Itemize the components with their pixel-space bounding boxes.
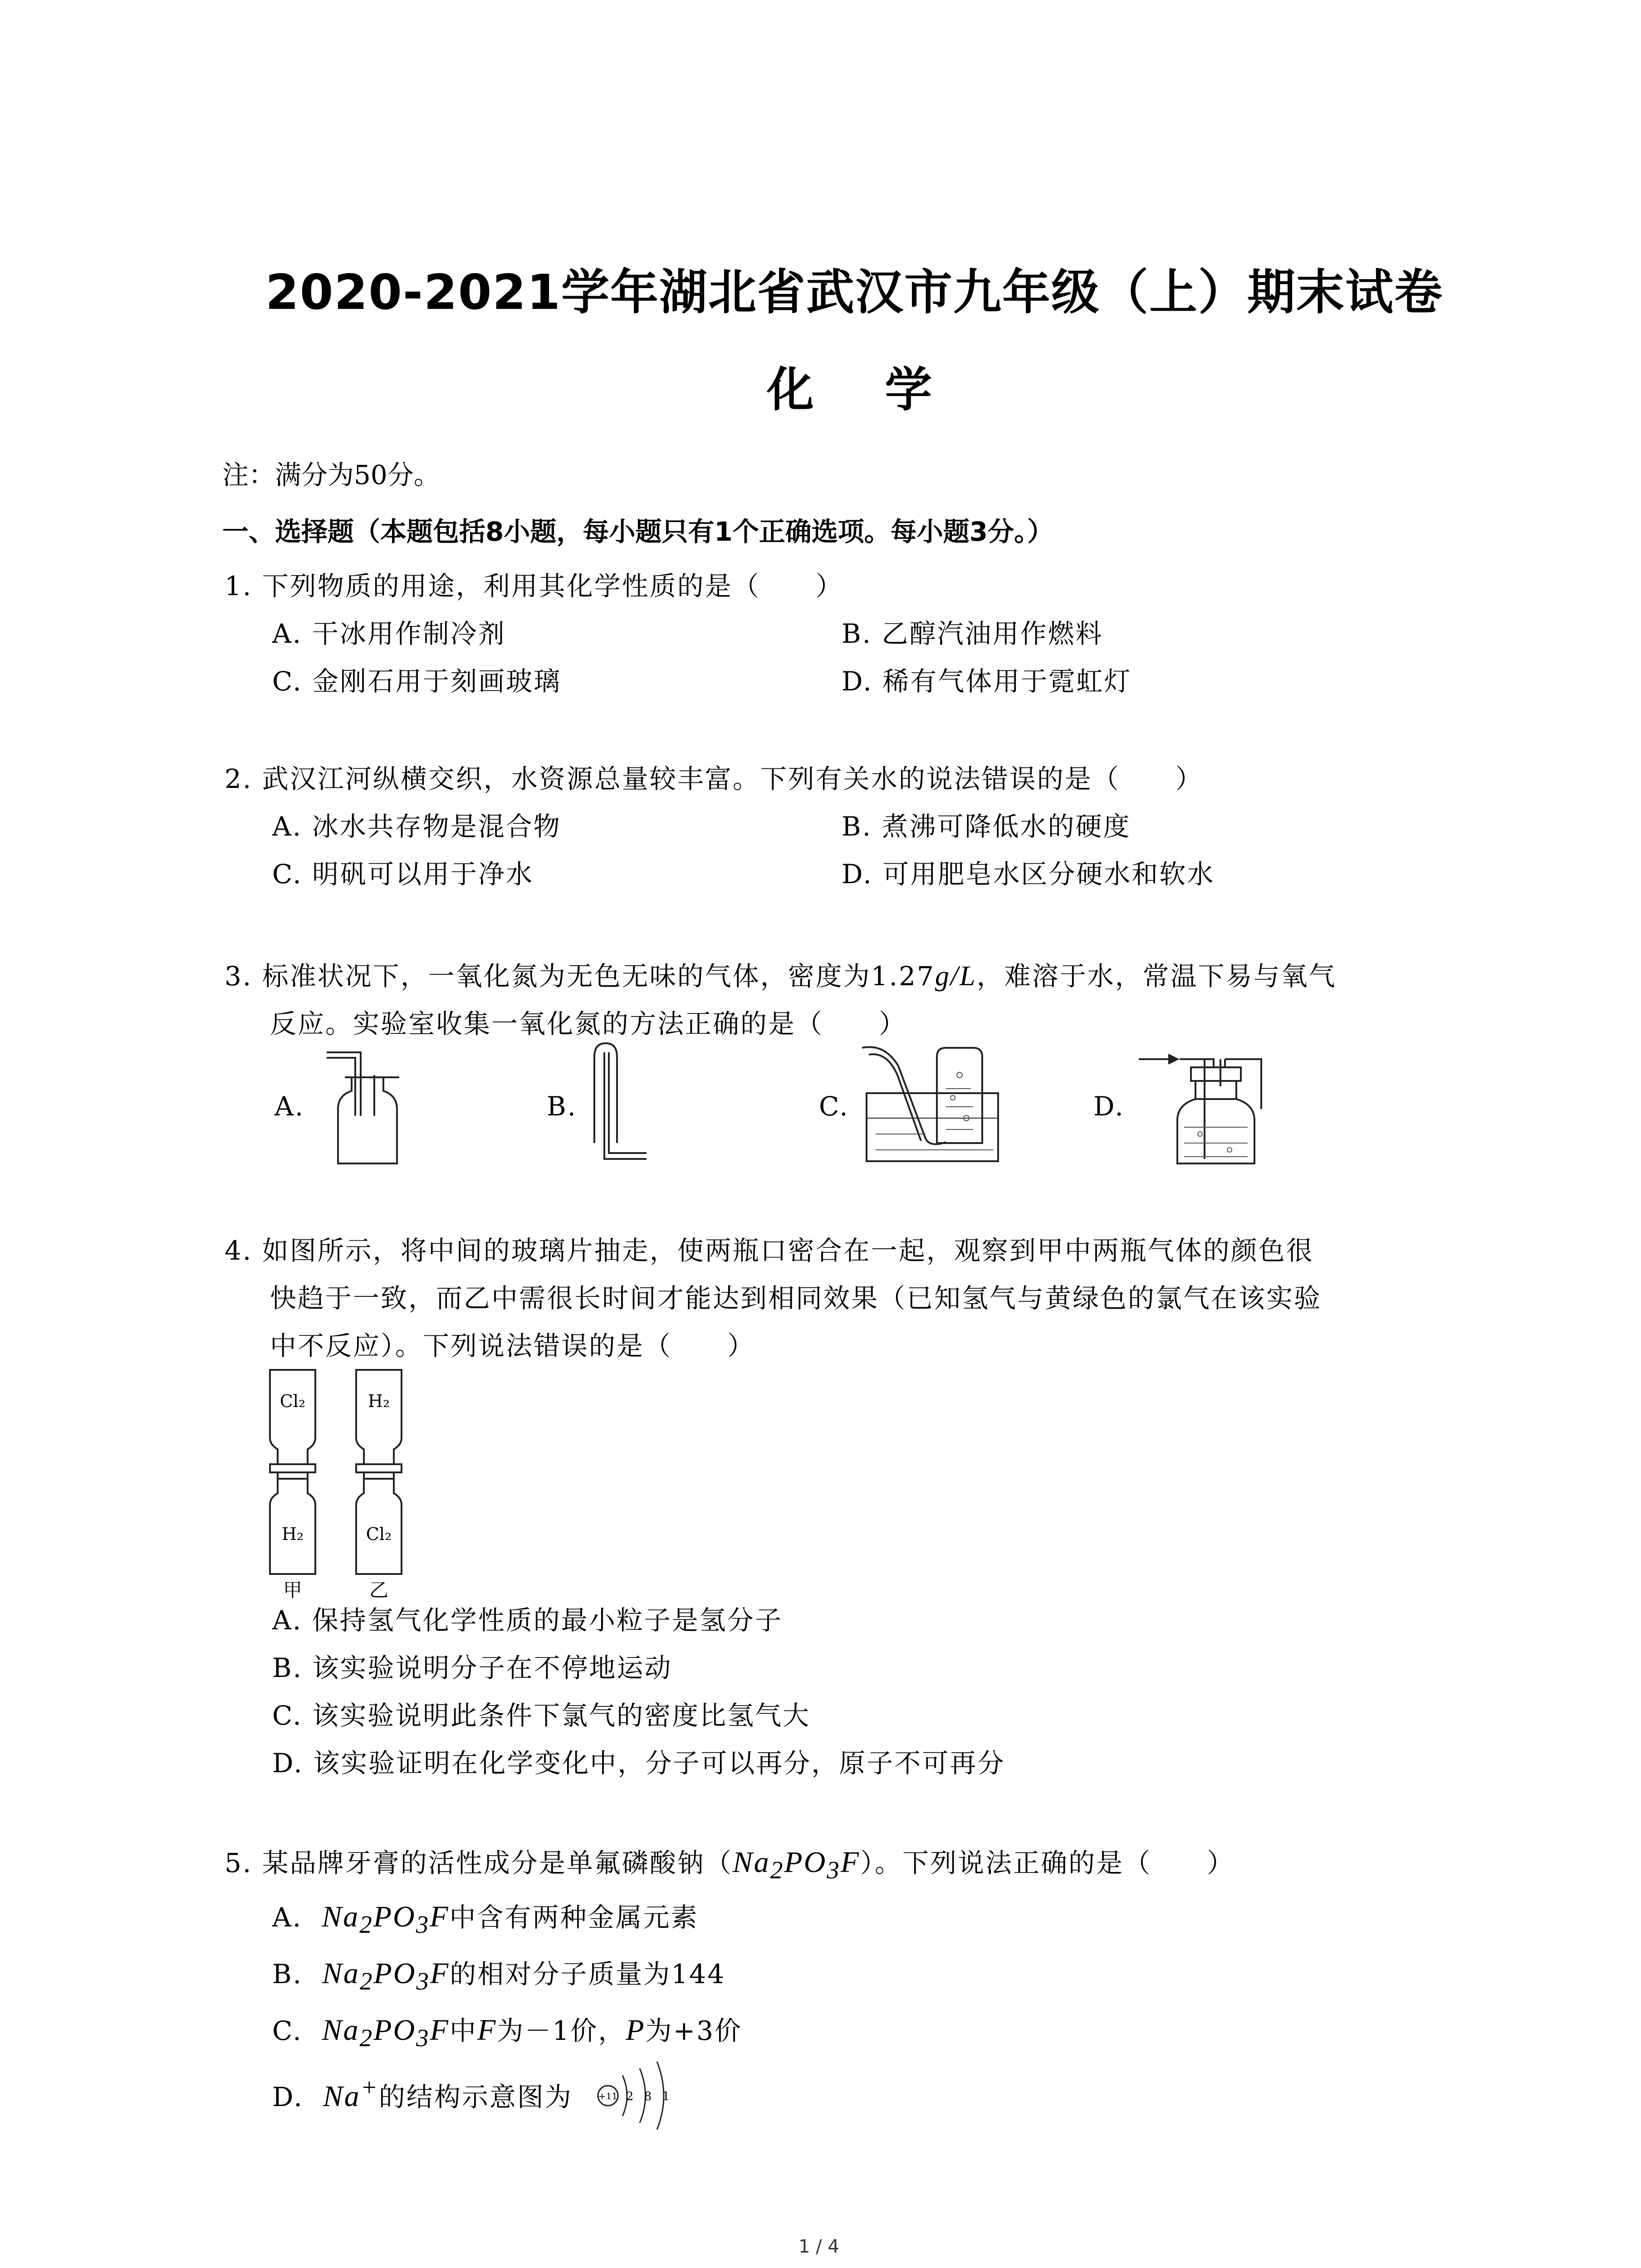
chemical-formula: $Na_2PO_3F$	[732, 1846, 861, 1884]
question-3-label-b: B.	[547, 1091, 578, 1122]
question-4-option-c: C. 该实验说明此条件下氯气的密度比氢气大	[272, 1700, 811, 1731]
question-3-label-a: A.	[274, 1091, 305, 1122]
question-5-option-d: D. Na+的结构示意图为	[272, 2073, 573, 2113]
apparatus-d-washing-bottle	[1134, 1041, 1284, 1173]
apparatus-c-water-trough	[857, 1039, 1007, 1170]
section-header: 一、选择题（本题包括8小题，每小题只有1个正确选项。每小题3分。）	[222, 516, 1054, 547]
diffusion-experiment-figure	[263, 1365, 436, 1601]
question-2-option-d: D. 可用肥皂水区分硬水和软水	[842, 859, 1215, 890]
question-1-option-c: C. 金刚石用于刻画玻璃	[272, 666, 562, 697]
question-4-stem-line-3: 中不反应）。下列说法错误的是（ ）	[270, 1330, 755, 1361]
yi-label: 乙	[369, 1579, 389, 1601]
yi-top-gas-label: H₂	[367, 1391, 390, 1411]
nucleus-charge: +11	[598, 2091, 618, 2102]
shell-1-electrons: 2	[626, 2090, 634, 2103]
page-title: 2020-2021学年湖北省武汉市九年级（上）期末试卷	[265, 264, 1444, 320]
question-5-option-c: C. $Na_2PO_3F$中F为－1价，P为+3价	[272, 2014, 743, 2052]
question-2-option-a: A. 冰水共存物是混合物	[272, 811, 561, 842]
question-2-option-b: B. 煮沸可降低水的硬度	[842, 811, 1131, 842]
atom-structure-diagram	[594, 2055, 685, 2132]
question-2-stem: 2. 武汉江河纵横交织，水资源总量较丰富。下列有关水的说法错误的是（ ）	[225, 763, 1203, 794]
question-1-stem: 1. 下列物质的用途，利用其化学性质的是（ ）	[225, 571, 843, 601]
shell-2-electrons: 8	[644, 2090, 652, 2103]
question-5-option-b: B. $Na_2PO_3F$的相对分子质量为144	[272, 1957, 725, 1995]
score-note: 注：满分为50分。	[222, 459, 440, 490]
question-3-stem-line-1: 3. 标准状况下，一氧化氮为无色无味的气体，密度为1.27g/L，难溶于水，常温下易与氧气	[225, 961, 1337, 992]
question-4-option-d: D. 该实验证明在化学变化中，分子可以再分，原子不可再分	[272, 1748, 1005, 1779]
question-1-option-b: B. 乙醇汽油用作燃料	[842, 618, 1103, 649]
page-number: 1 / 4	[798, 2236, 839, 2257]
apparatus-a-gas-bottle	[318, 1043, 422, 1170]
question-1-option-d: D. 稀有气体用于霓虹灯	[842, 666, 1132, 697]
question-3-stem-line-2: 反应。实验室收集一氧化氮的方法正确的是（ ）	[270, 1008, 907, 1039]
question-5-stem: 5. 某品牌牙膏的活性成分是单氟磷酸钠$(Na_2PO_3F)$。下列说法正确的是（ ）	[225, 1846, 1235, 1884]
question-4-stem-line-1: 4. 如图所示，将中间的玻璃片抽走，使两瓶口密合在一起，观察到甲中两瓶气体的颜色很	[225, 1235, 1314, 1266]
yi-bottom-gas-label: Cl₂	[366, 1524, 392, 1544]
subject-title: 化 学	[767, 362, 960, 417]
density-unit: g/L	[935, 961, 977, 992]
question-4-option-a: A. 保持氢气化学性质的最小粒子是氢分子	[272, 1605, 783, 1636]
apparatus-b-test-tube	[585, 1039, 653, 1170]
question-4-option-b: B. 该实验说明分子在不停地运动	[272, 1652, 672, 1683]
question-2-option-c: C. 明矾可以用于净水	[272, 859, 534, 890]
shell-3-electrons: 1	[662, 2090, 670, 2103]
question-5-option-a: A. $Na_2PO_3F$中含有两种金属元素	[272, 1900, 699, 1939]
jia-top-gas-label: Cl₂	[279, 1391, 306, 1411]
question-3-label-c: C.	[819, 1091, 849, 1122]
jia-bottom-gas-label: H₂	[281, 1524, 304, 1544]
question-1-option-a: A. 干冰用作制冷剂	[272, 618, 506, 649]
question-4-stem-line-2: 快趋于一致，而乙中需很长时间才能达到相同效果（已知氢气与黄绿色的氯气在该实验	[270, 1283, 1322, 1314]
question-3-label-d: D.	[1093, 1091, 1125, 1122]
jia-label: 甲	[283, 1579, 303, 1601]
